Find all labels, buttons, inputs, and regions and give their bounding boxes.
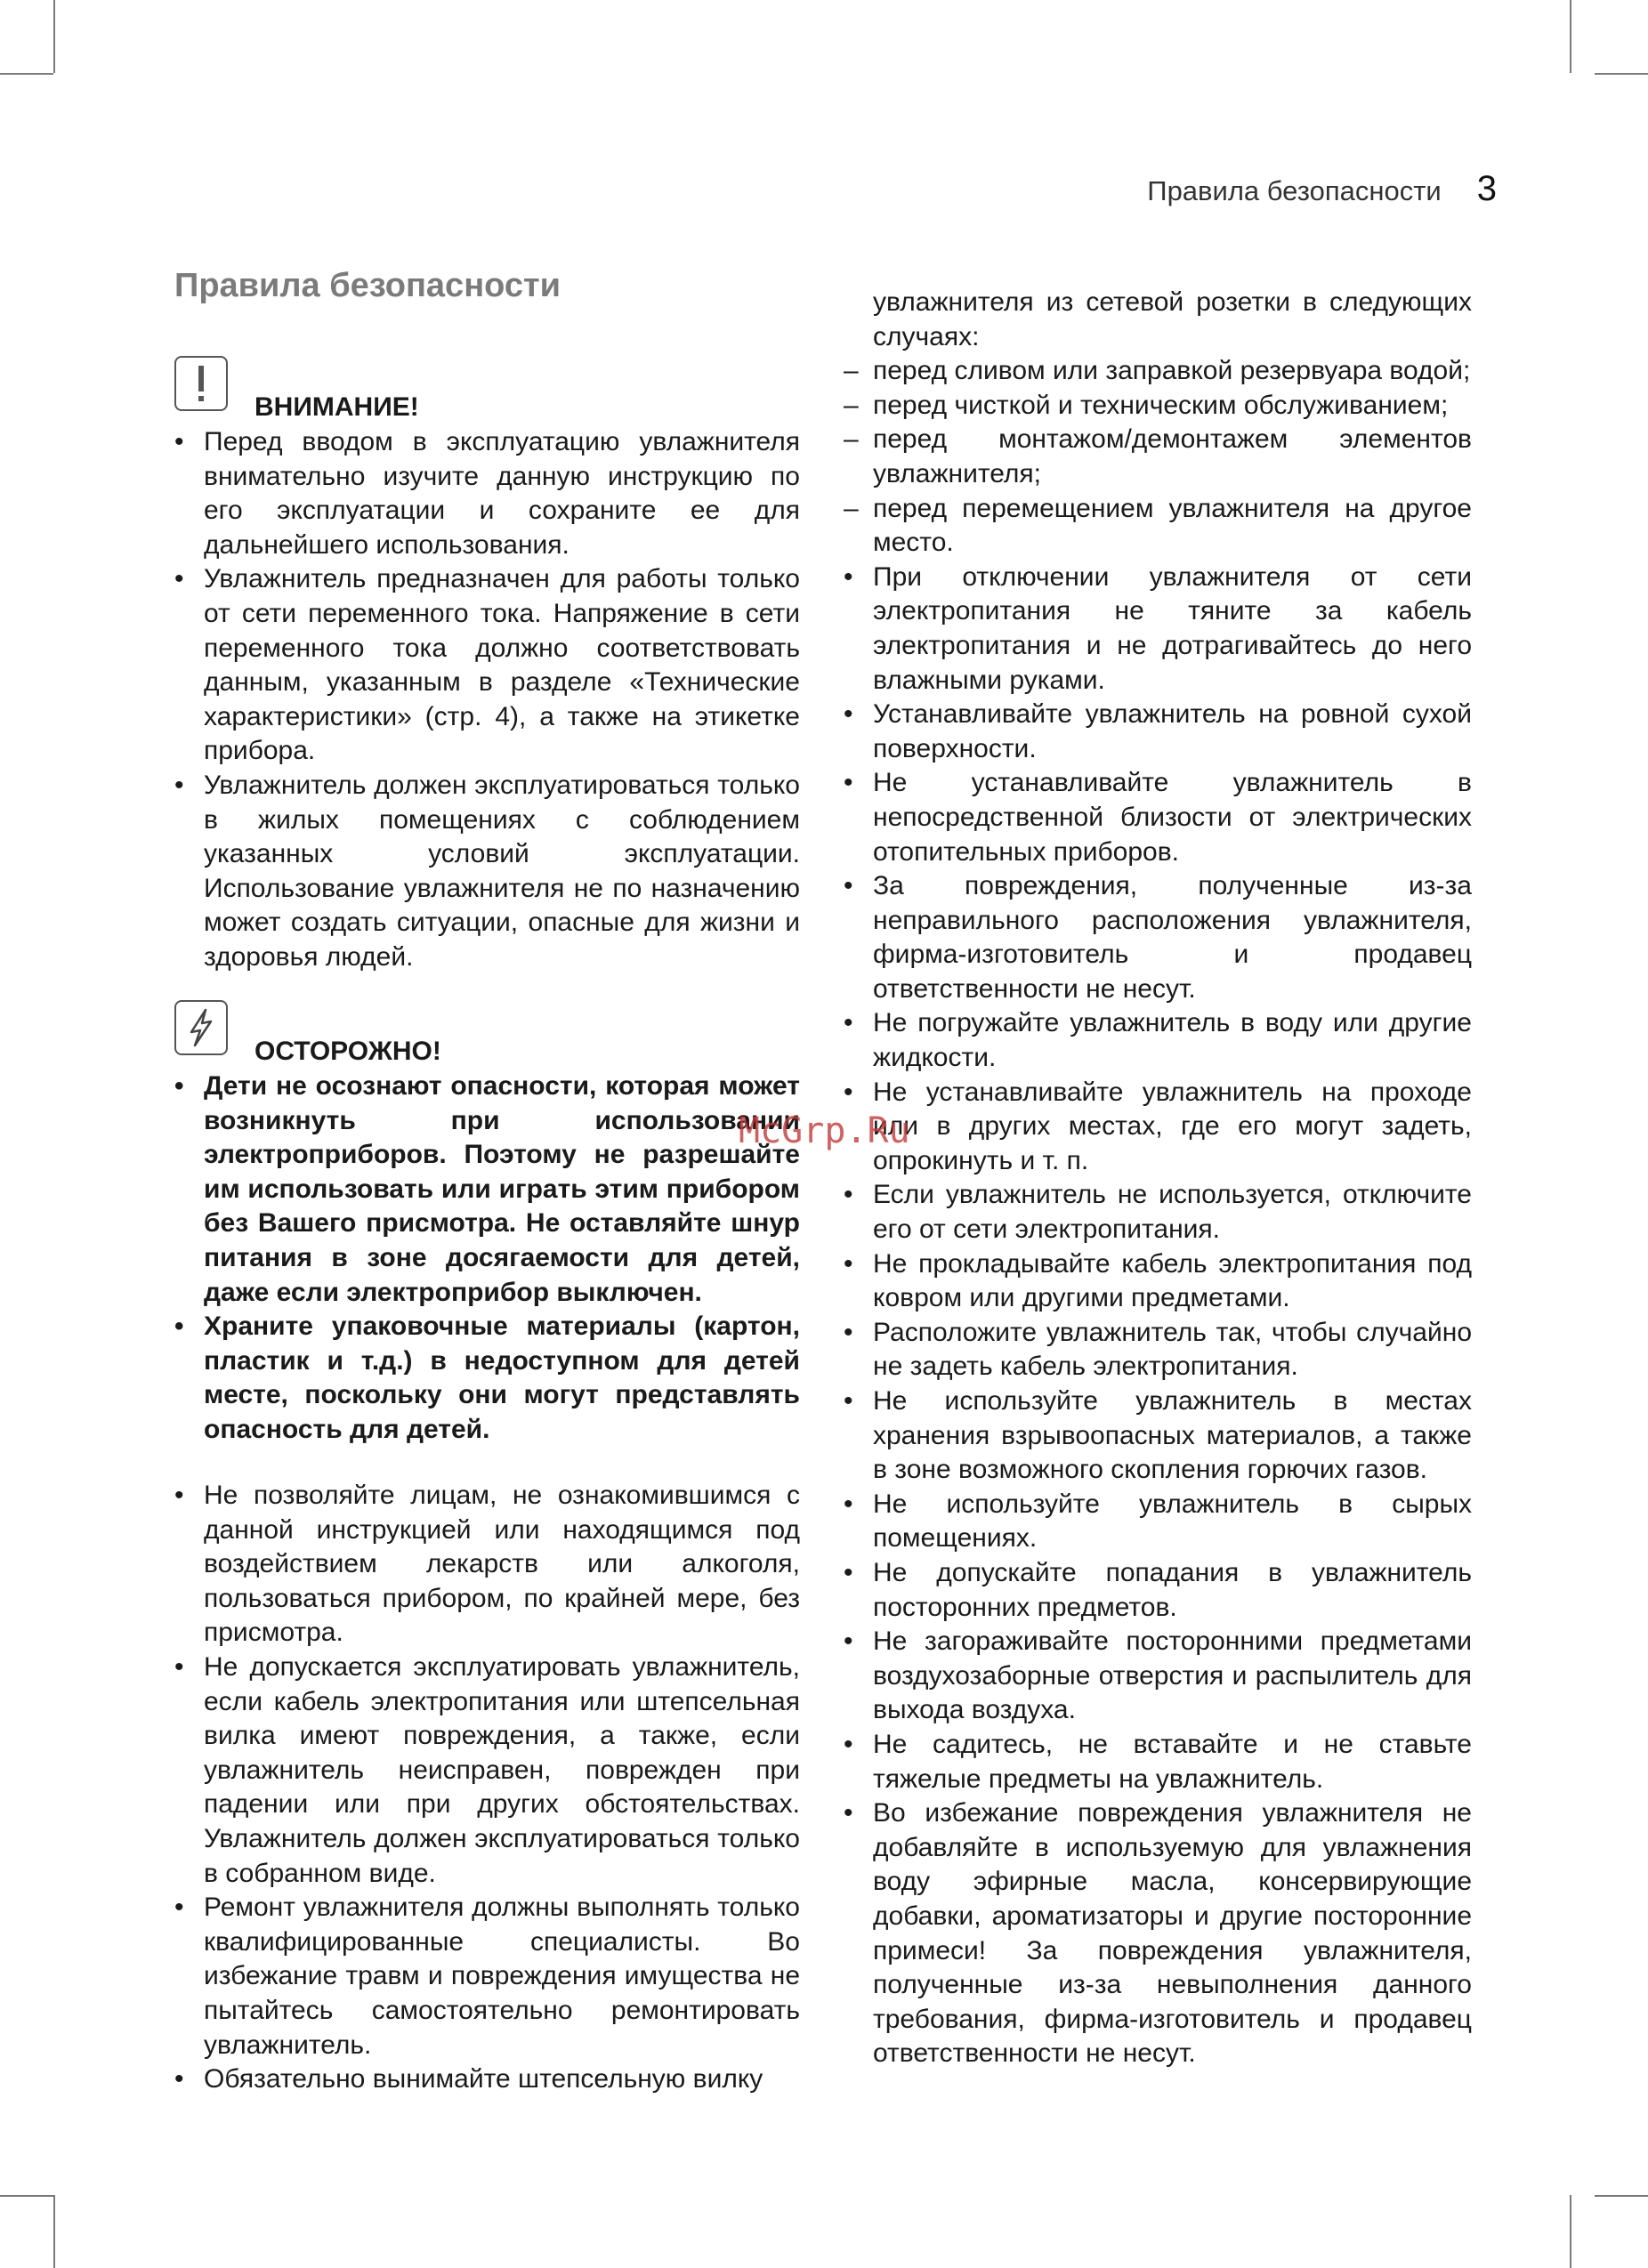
attention-list xyxy=(174,425,800,975)
list-item: • Не устанавливайте увлажнитель на проходе или в других местах, где его могут задеть, опрокинуть и т. п. xyxy=(844,1076,1472,1179)
list-item: • Если увлажнитель не используется, отключите его от сети электропитания. xyxy=(844,1178,1472,1247)
attention-heading xyxy=(174,356,800,425)
list-item: • Обязательно вынимайте штепсельную вилку xyxy=(174,2062,800,2097)
caution-label: ОСТОРОЖНО! xyxy=(254,1037,441,1067)
list-item: • Не допускается эксплуатировать увлажнитель, если кабель электропитания или штепсельная вилка имеют повреждения, а также, если увлажнитель неисправен, поврежден при падении или при других обстоятельствах. Увлажнитель должен эксплуатироваться только в собранном виде. xyxy=(174,1651,800,1891)
running-header-title: Правила безопасности xyxy=(1147,175,1442,206)
right-flow xyxy=(844,286,1472,2071)
attention-label: ВНИМАНИЕ! xyxy=(254,392,419,423)
crop-mark xyxy=(1595,2195,1648,2197)
crop-mark xyxy=(1570,2195,1571,2268)
list-item: • Ремонт увлажнителя должны выполнять только квалифицированные специалисты. Во избежание травм и повреждения имущества не пытайтесь самостоятельно ремонтировать увлажнитель. xyxy=(174,1891,800,2062)
caution-list xyxy=(174,1069,800,1448)
crop-mark xyxy=(53,0,55,73)
left-rules-list xyxy=(174,1479,800,2097)
list-item: • Увлажнитель должен эксплуатироваться только в жилых помещениях с соблюдением указанных условий эксплуатации. Использование увлажнителя не по назначению может создать ситуации, опасные для жизни и здоровья людей. xyxy=(174,769,800,975)
crop-mark xyxy=(1595,73,1648,75)
list-item: • Не загораживайте посторонними предметами воздухозаборные отверстия и распылитель для выхода воздуха. xyxy=(844,1625,1472,1728)
list-item: • Не садитесь, не вставайте и не ставьте тяжелые предметы на увлажнитель. xyxy=(844,1728,1472,1796)
exclamation-icon xyxy=(174,356,228,411)
right-rules-list xyxy=(844,561,1472,2071)
electric-hazard-icon xyxy=(174,1000,228,1055)
list-item: • Не используйте увлажнитель в местах хранения взрывоопасных материалов, а также в зоне возможного скопления горючих газов. xyxy=(844,1384,1472,1488)
list-item: • Расположите увлажнитель так, чтобы случайно не задеть кабель электропитания. xyxy=(844,1316,1472,1384)
unplug-cases-list xyxy=(844,354,1472,561)
list-item: • Перед вводом в эксплуатацию увлажнителя внимательно изучите данную инструкцию по его эксплуатации и сохраните ее для дальнейшего использования. xyxy=(174,425,800,562)
list-item: – перед монтажом/демонтажем элементов увлажнителя; xyxy=(844,423,1472,491)
list-item: • Не используйте увлажнитель в сырых помещениях. xyxy=(844,1488,1472,1556)
continuation-text: увлажнителя из сетевой розетки в следующих случаях: xyxy=(873,287,1472,351)
list-item: • Увлажнитель предназначен для работы только от сети переменного тока. Напряжение в сети переменного тока должно соответствовать данным, указанным в разделе «Технические характеристики» (стр. 4), а также на этикетке прибора. xyxy=(174,562,800,769)
list-item: – перед сливом или заправкой резервуара водой; xyxy=(844,354,1472,389)
list-item: • Устанавливайте увлажнитель на ровной сухой поверхности. xyxy=(844,698,1472,766)
list-item: • Не позволяйте лицам, не ознакомившимся с данной инструкцией или находящимся под воздействием лекарств или алкоголя, пользоваться прибором, по крайней мере, без присмотра. xyxy=(174,1479,800,1651)
caution-heading xyxy=(174,1000,800,1069)
list-item: • При отключении увлажнителя от сети электропитания не тяните за кабель электропитания и не дотрагивайтесь до него влажными руками. xyxy=(844,561,1472,698)
list-item: – перед перемещением увлажнителя на другое место. xyxy=(844,492,1472,561)
list-item: • Храните упаковочные материалы (картон, пластик и т.д.) в недоступном для детей месте, поскольку они могут представлять опасность для детей. xyxy=(174,1310,800,1447)
attention-block xyxy=(174,356,800,975)
list-item: • Не погружайте увлажнитель в воду или другие жидкости. xyxy=(844,1006,1472,1075)
list-item: • Не устанавливайте увлажнитель в непосредственной близости от электрических отопительных приборов. xyxy=(844,766,1472,869)
list-item: • Дети не осознают опасности, которая может возникнуть при использовании электроприборов. Поэтому не разрешайте им использовать или играть этим прибором без Вашего присмотра. Не оставляйте шнур питания в зоне досягаемости для детей, даже если электроприбор выключен. xyxy=(174,1069,800,1310)
list-item: – перед чисткой и техническим обслуживанием; xyxy=(844,389,1472,424)
list-item: • Не прокладывайте кабель электропитания под ковром или другими предметами. xyxy=(844,1247,1472,1316)
crop-mark xyxy=(0,73,53,75)
crop-mark xyxy=(0,2195,53,2197)
crop-mark xyxy=(53,2195,55,2268)
caution-block xyxy=(174,1000,800,1448)
running-header xyxy=(1147,169,1497,209)
page-number: 3 xyxy=(1476,169,1497,208)
crop-mark xyxy=(1570,0,1571,73)
list-item: • Во избежание повреждения увлажнителя не добавляйте в используемую для увлажнения воду эфирные масла, консервирующие добавки, ароматизаторы и другие посторонние примеси! За повреждения увлажнителя, полученные из-за невыполнения данного требования, фирма-изготовитель и продавец ответственности не несут. xyxy=(844,1796,1472,2071)
list-item: • За повреждения, полученные из-за неправильного расположения увлажнителя, фирма-изготовитель и продавец ответственности не несут. xyxy=(844,869,1472,1006)
section-title: Правила безопасности xyxy=(174,267,561,304)
watermark: McGrp.Ru xyxy=(739,1110,910,1151)
list-item: • Не допускайте попадания в увлажнитель посторонних предметов. xyxy=(844,1556,1472,1625)
